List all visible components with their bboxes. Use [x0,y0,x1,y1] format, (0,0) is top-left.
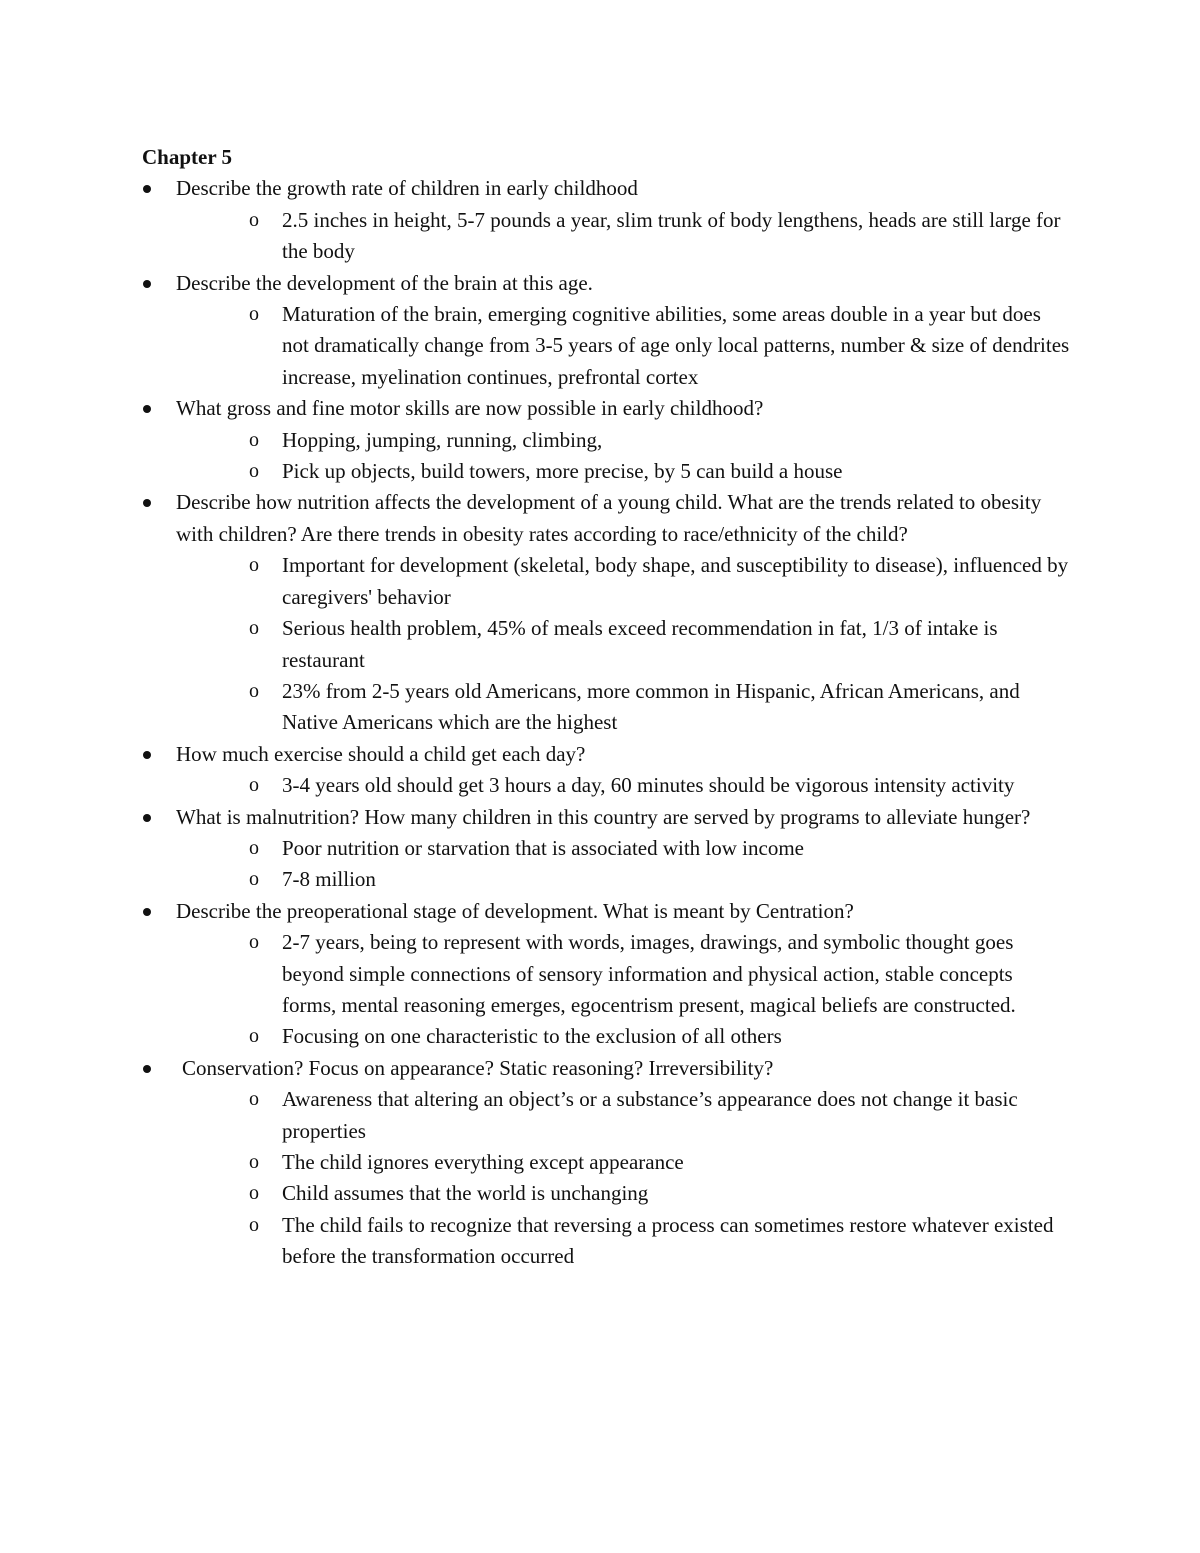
circle-marker-icon: o [249,931,259,954]
bullet-icon [143,280,151,288]
answer-list [176,425,1072,488]
circle-marker-icon: o [249,774,259,797]
answer-item [176,456,1072,487]
answer-text: 2-7 years, being to represent with words, images, drawings, and symbolic thought goes beyond simple connections of sensory information and physical action, stable concepts forms, mental reasoning emerges, egocentrism present, magical beliefs are constructed. [282,930,1016,1017]
question-text: Describe the growth rate of children in early childhood [176,176,638,201]
question-item [142,739,1072,802]
circle-marker-icon: o [249,303,259,326]
question-item [142,802,1072,896]
question-item [142,487,1072,738]
answer-item [176,299,1072,393]
answer-item [176,770,1072,801]
answer-text: Important for development (skeletal, body shape, and susceptibility to disease), influenced by caregivers' behavior [282,553,1069,609]
answer-list [176,833,1072,896]
answer-text: The child fails to recognize that reversing a process can sometimes restore whatever existed before the transformation occurred [282,1212,1054,1269]
answer-item [176,927,1072,1021]
answer-item [176,1147,1072,1178]
answer-item [176,1084,1072,1147]
circle-marker-icon: o [249,1182,259,1205]
circle-marker-icon: o [249,208,259,231]
answer-text: Awareness that altering an object’s or a substance’s appearance does not change it basic properties [282,1087,1018,1143]
answer-text: 2.5 inches in height, 5-7 pounds a year, slim trunk of body lengthens, heads are still large for the body [282,207,1061,264]
answer-text: Poor nutrition or starvation that is associated with low income [282,835,804,860]
bullet-icon [143,814,151,822]
answer-text: Child assumes that the world is unchanging [282,1181,649,1206]
answer-item [176,550,1072,613]
question-item [142,896,1072,1053]
bullet-icon [143,751,151,759]
bullet-icon [143,405,151,413]
circle-marker-icon: o [249,428,259,451]
answer-list [176,299,1072,393]
answer-text: Serious health problem, 45% of meals exceed recommendation in fat, 1/3 of intake is restaurant [282,616,998,672]
bullet-icon [143,908,151,916]
circle-marker-icon: o [249,617,259,640]
document-body [142,142,1072,1273]
answer-item [176,425,1072,456]
circle-marker-icon: o [249,554,259,577]
bullet-icon [143,499,151,507]
question-text: Conservation? Focus on appearance? Static reasoning? Irreversibility? [182,1055,774,1080]
question-text: Describe how nutrition affects the development of a young child. What are the trends related to obesity with children? Are there trends in obesity rates according to race/ethnicity of the child? [176,490,1042,546]
bullet-icon [143,185,151,193]
question-text: What is malnutrition? How many children in this country are served by programs to alleviate hunger? [176,804,1031,829]
answer-text: Pick up objects, build towers, more precise, by 5 can build a house [282,459,843,484]
answer-text: Maturation of the brain, emerging cognitive abilities, some areas double in a year but does not dramatically change from 3-5 years of age only local patterns, number & size of dendrites increase, myelination continues, prefrontal cortex [282,302,1070,389]
answer-item [176,833,1072,864]
question-item [142,393,1072,487]
question-item [142,268,1072,394]
answer-item [176,676,1072,739]
question-item [142,173,1072,267]
circle-marker-icon: o [249,868,259,891]
answer-list [176,550,1072,738]
question-text: How much exercise should a child get each day? [176,741,586,766]
answer-text: 3-4 years old should get 3 hours a day, 60 minutes should be vigorous intensity activity [282,773,1015,798]
bullet-icon [143,1065,151,1073]
question-item [142,1053,1072,1273]
question-text: What gross and fine motor skills are now possible in early childhood? [176,396,764,421]
answer-item [176,1210,1072,1273]
answer-text: Hopping, jumping, running, climbing, [282,427,603,452]
circle-marker-icon: o [249,460,259,483]
answer-list [176,770,1072,801]
answer-text: The child ignores everything except appearance [282,1150,684,1174]
answer-list [176,205,1072,268]
answer-list [176,927,1072,1053]
circle-marker-icon: o [249,1025,259,1048]
answer-item [176,1021,1072,1052]
answer-item [176,205,1072,268]
chapter-heading: Chapter 5 [142,145,233,169]
answer-item [176,1178,1072,1209]
answer-text: 23% from 2-5 years old Americans, more common in Hispanic, African Americans, and Native Americans which are the highest [282,678,1020,735]
circle-marker-icon: o [249,836,259,859]
circle-marker-icon: o [249,679,259,702]
circle-marker-icon: o [249,1088,259,1111]
circle-marker-icon: o [249,1151,259,1173]
answer-list [176,1084,1072,1272]
circle-marker-icon: o [249,1213,259,1236]
answer-item [176,864,1072,895]
answer-text: Focusing on one characteristic to the exclusion of all others [282,1024,782,1049]
question-text: Describe the preoperational stage of development. What is meant by Centration? [176,898,854,923]
question-text: Describe the development of the brain at this age. [176,270,593,295]
question-list [142,173,1072,1272]
answer-item [176,613,1072,676]
answer-text: 7-8 million [282,867,376,892]
